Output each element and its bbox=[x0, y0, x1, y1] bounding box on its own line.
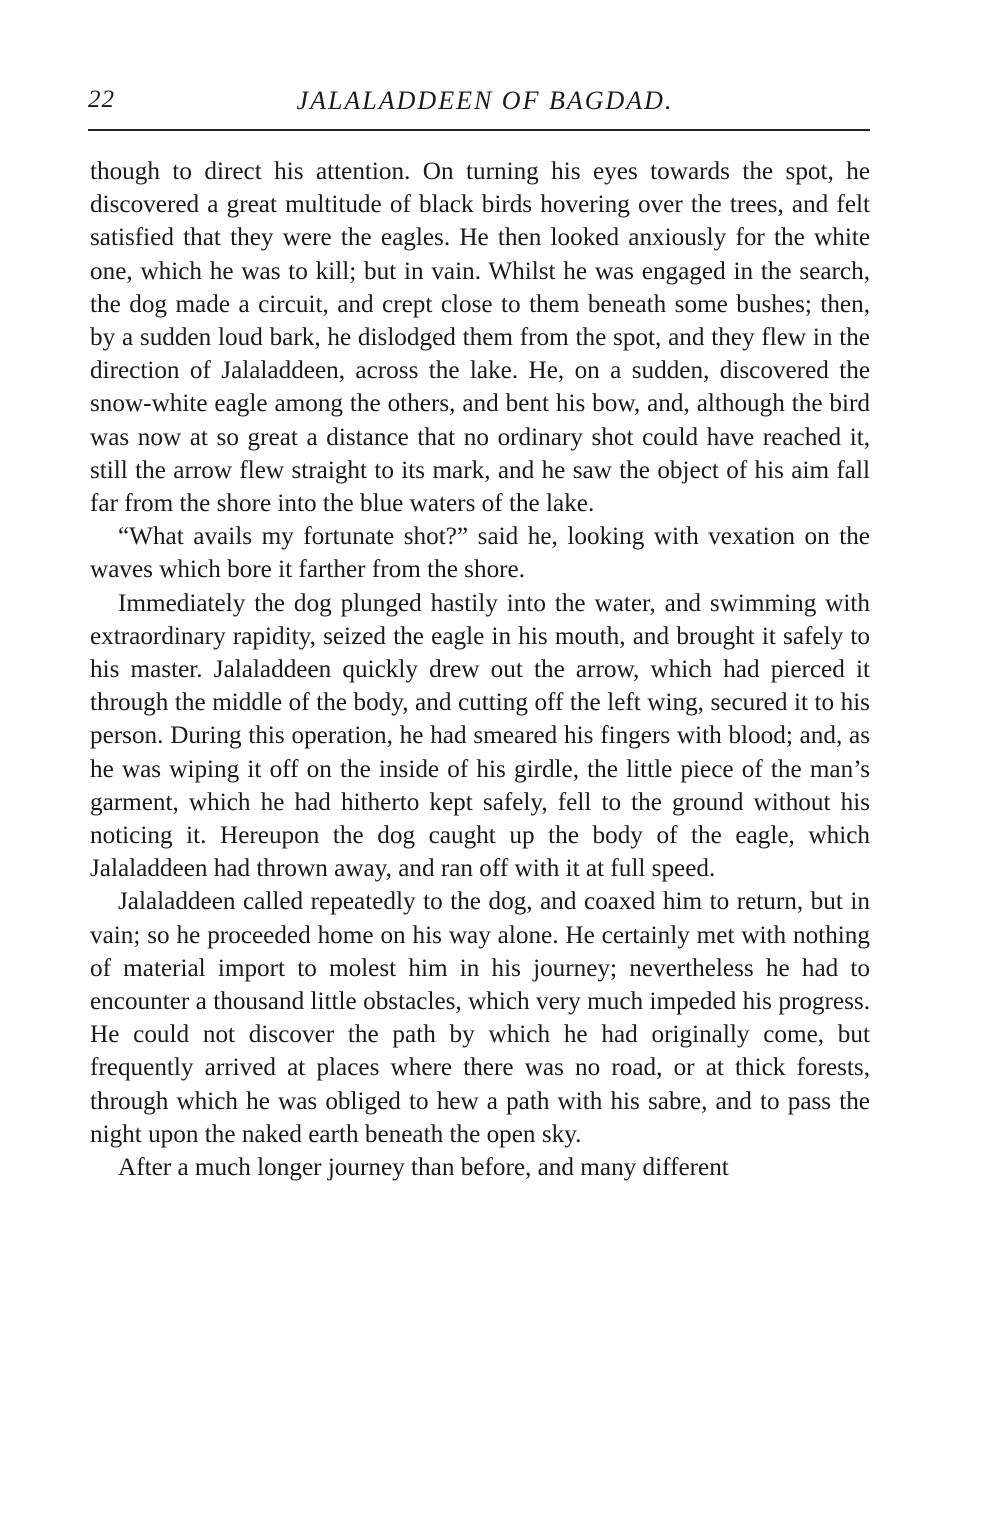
paragraph: though to direct his attention. On turning his eyes towards the spot, he discovered a great multitude of black birds hovering over the trees, and felt satisfied that they were the eagles. He then looked anxiously for the white one, which he was to kill; but in vain. Whilst he was engaged in the search, the dog made a circuit, and crept close to them beneath some bushes; then, by a sudden loud bark, he dislodged them from the spot, and they flew in the direction of Jalaladdeen, across the lake. He, on a sudden, discovered the snow-white eagle among the others, and bent his bow, and, although the bird was now at so great a distance that no ordinary shot could have reached it, still the arrow flew straight to its mark, and he saw the object of his aim fall far from the shore into the blue waters of the lake. bbox=[90, 158, 870, 518]
paragraph: After a much longer journey than before, and many different bbox=[118, 1154, 729, 1182]
header-rule bbox=[88, 129, 870, 131]
paragraph: “What avails my fortunate shot?” said he, looking with vexation on the waves which bore it farther from the shore. bbox=[90, 523, 870, 584]
running-title: JALALADDEEN OF BAGDAD. bbox=[296, 86, 674, 115]
page-header bbox=[88, 80, 870, 120]
page-number: 22 bbox=[88, 86, 115, 113]
paragraph: Jalaladdeen called repeatedly to the dog, and coaxed him to return, but in vain; so he proceeded home on his way alone. He certainly met with nothing of material import to molest him in his journey; nevertheless he had to encounter a thousand little obstacles, which very much impeded his progress. He could not discover the path by which he had originally come, but frequently arrived at places where there was no road, or at thick forests, through which he was obliged to hew a path with his sabre, and to pass the night upon the naked earth beneath the open sky. bbox=[90, 888, 870, 1148]
body-text bbox=[90, 155, 870, 1184]
paragraph: Immediately the dog plunged hastily into the water, and swimming with extraordinary rapidity, seized the eagle in his mouth, and brought it safely to his master. Jalaladdeen quickly drew out the arrow, which had pierced it through the middle of the body, and cutting off the left wing, secured it to his person. During this operation, he had smeared his fingers with blood; and, as he was wiping it off on the inside of his girdle, the little piece of the man’s garment, which he had hitherto kept safely, fell to the ground without his noticing it. Hereupon the dog caught up the body of the eagle, which Jalaladdeen had thrown away, and ran off with it at full speed. bbox=[90, 589, 870, 883]
